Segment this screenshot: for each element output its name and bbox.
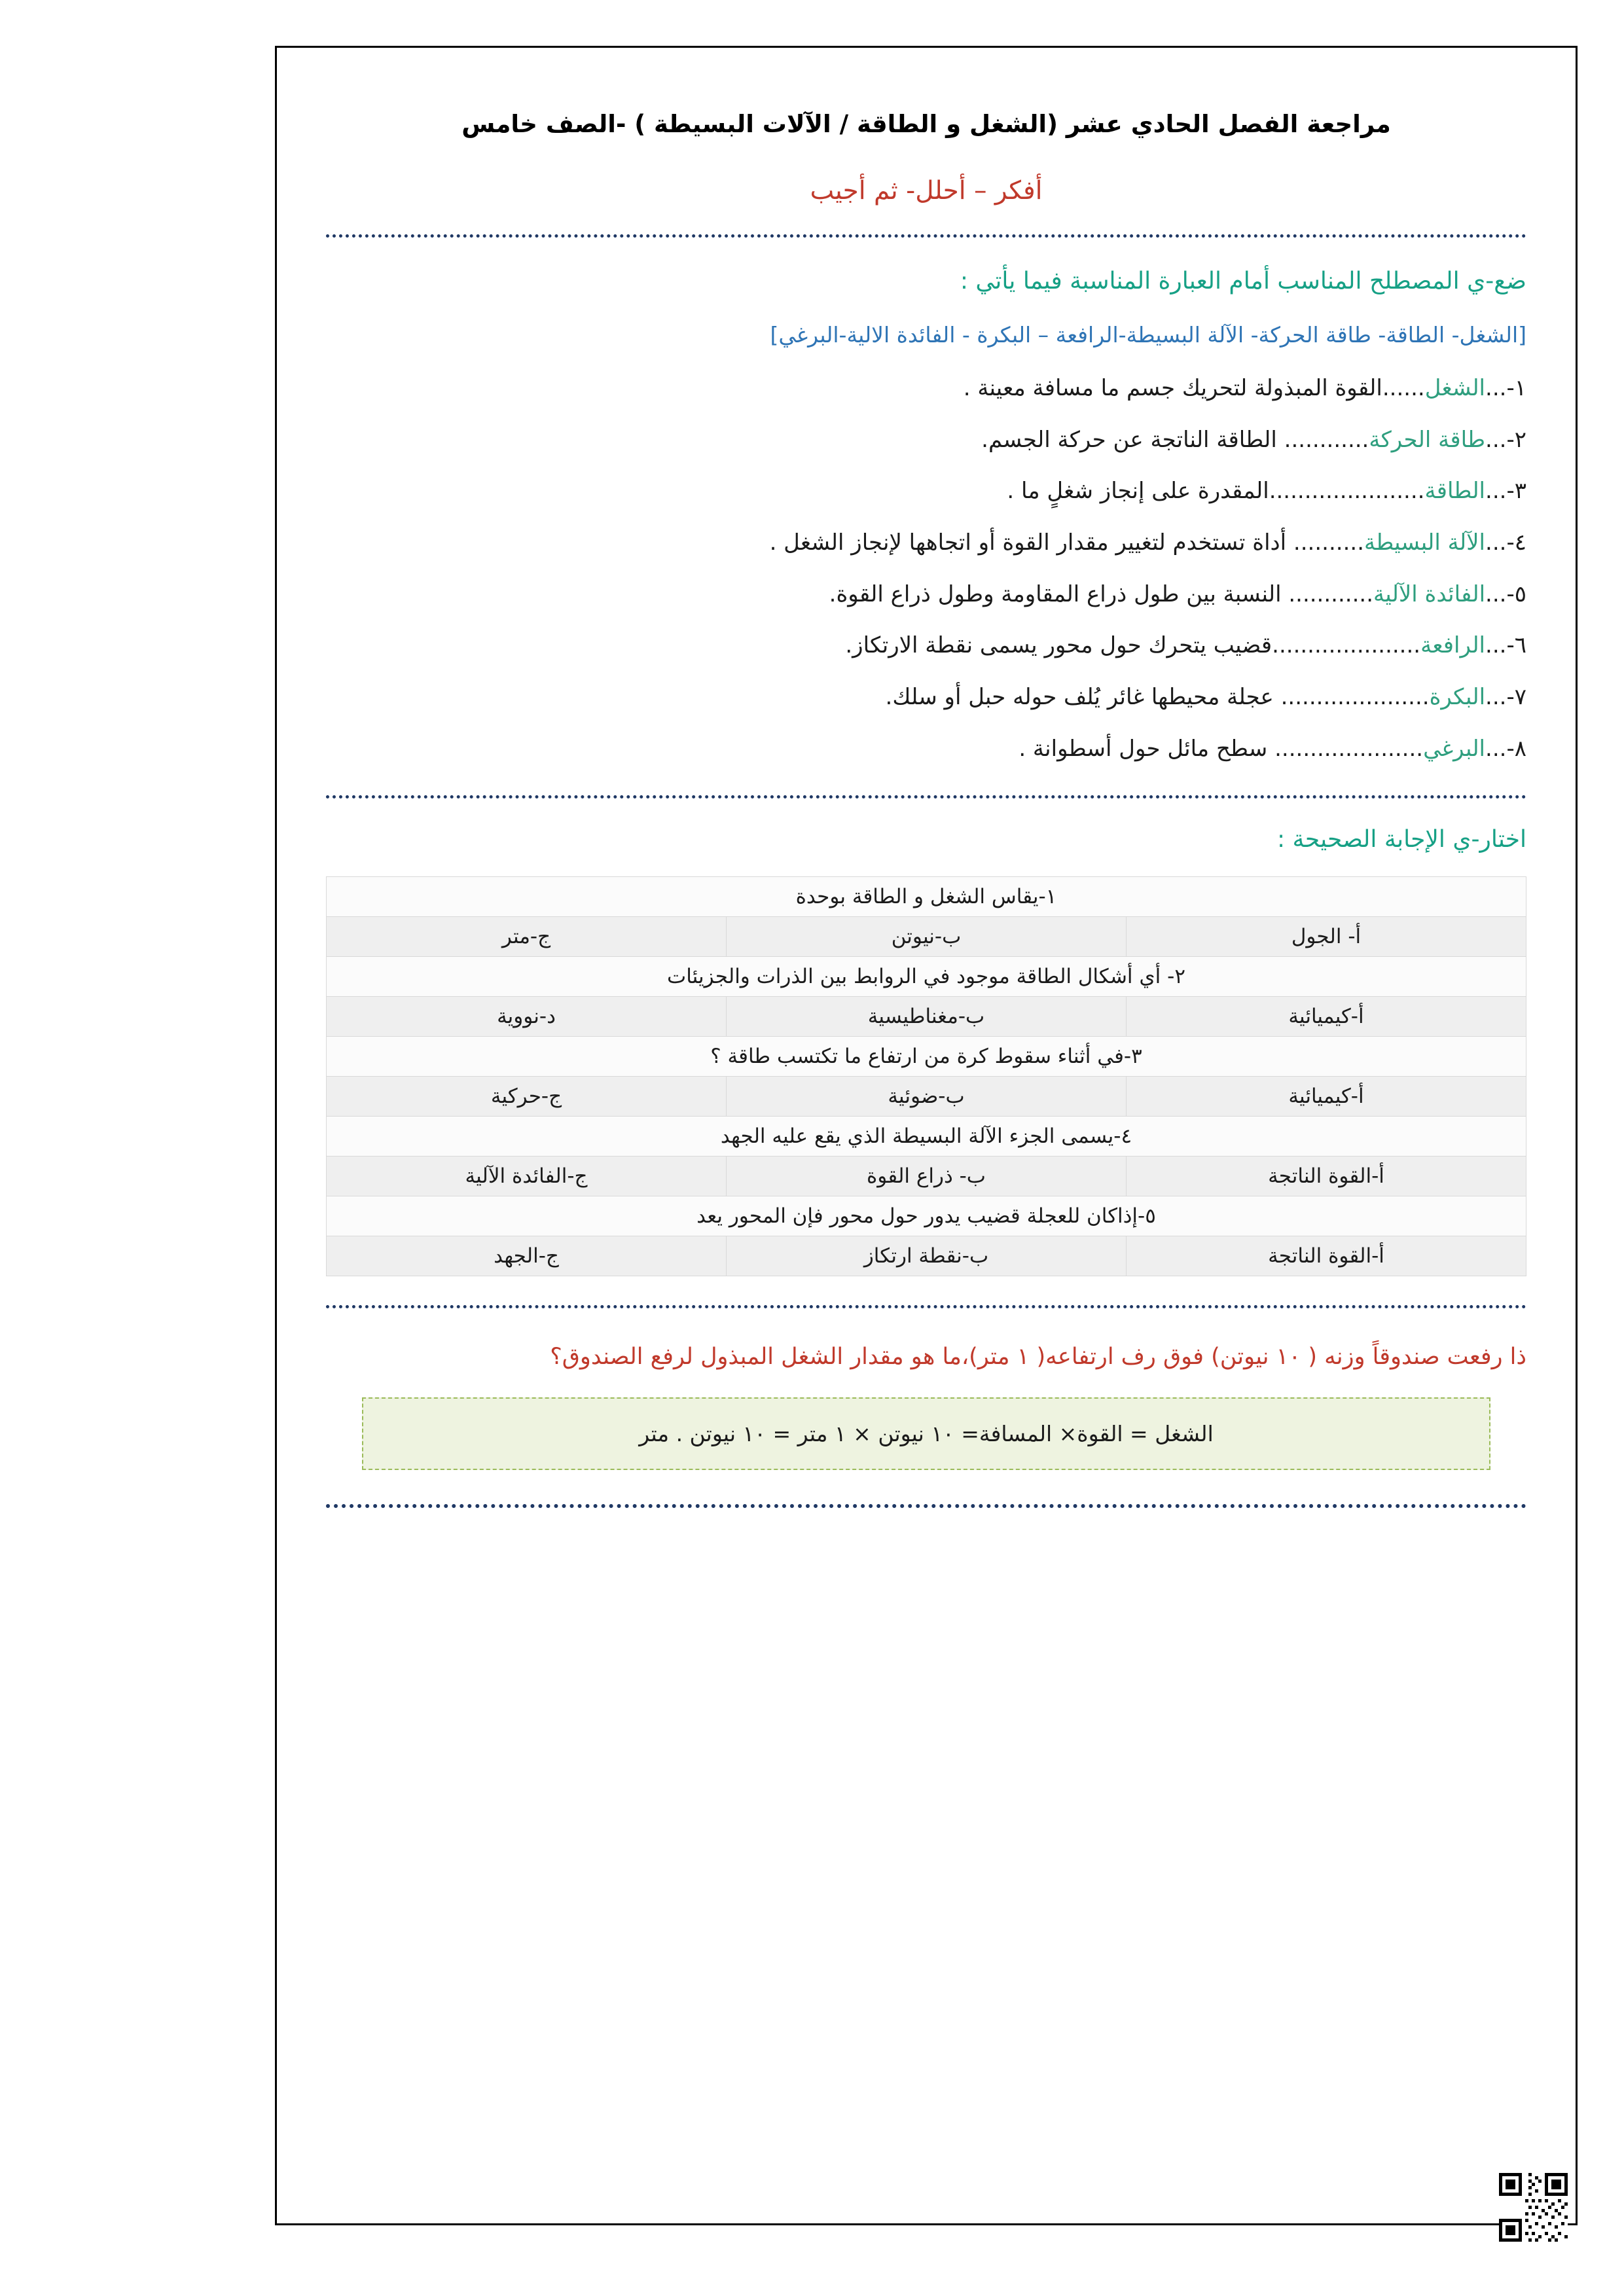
item-answer: الفائدة الآلية (1373, 581, 1486, 607)
item-number: ١- (1506, 375, 1526, 401)
list-item (326, 628, 1526, 663)
item-dots-lead: ... (1485, 426, 1507, 453)
option-cell[interactable]: ج-الفائدة الآلية (327, 1156, 727, 1196)
item-number: ٦- (1506, 632, 1526, 659)
table-row (327, 1196, 1526, 1236)
table-row (327, 956, 1526, 996)
item-answer: البرغي (1423, 735, 1486, 762)
table-row (327, 996, 1526, 1036)
item-answer: الطاقة (1424, 478, 1486, 505)
worksheet-sheet (275, 46, 1578, 2225)
item-number: ٨- (1506, 735, 1526, 762)
page-subtitle: أفكر – أحلل- ثم أجيب (810, 176, 1043, 206)
item-text: سطح مائل حول أسطوانة . (1019, 735, 1275, 762)
multiple-choice-table (326, 876, 1526, 1276)
item-dots-lead: ... (1485, 478, 1507, 505)
list-item (326, 577, 1526, 612)
item-text: أداة تستخدم لتغيير مقدار القوة أو اتجاهها لإنجاز الشغل . (769, 529, 1293, 556)
item-number: ٣- (1506, 478, 1526, 505)
item-dots-lead: ... (1485, 735, 1507, 762)
item-dots: ..................... (1272, 632, 1421, 659)
answer-box: الشغل = القوة× المسافة= ١٠ نيوتن × ١ متر = ١٠ نيوتن . متر (362, 1397, 1490, 1470)
item-dots-lead: ... (1485, 581, 1507, 607)
section2-heading: اختار-ي الإجابة الصحيحة : (1276, 825, 1526, 853)
question-stem: ٣-في أثناء سقوط كرة من ارتفاع ما تكتسب طاقة ؟ (327, 1036, 1526, 1076)
item-dots: ..................... (1274, 735, 1424, 762)
item-text: القوة المبذولة لتحريك جسم ما مسافة معينة . (963, 375, 1382, 401)
page-title: مراجعة الفصل الحادي عشر (الشغل و الطاقة / الآلات البسيطة ) -الصف خامس (461, 110, 1391, 138)
item-number: ٧- (1506, 684, 1526, 711)
divider-middle (326, 795, 1526, 798)
list-item (326, 423, 1526, 457)
list-item (326, 371, 1526, 406)
option-cell[interactable]: أ-كيميائية (1127, 996, 1526, 1036)
table-row (327, 876, 1526, 916)
item-answer: طاقة الحركة (1369, 426, 1486, 453)
option-cell[interactable]: أ-القوة الناتجة (1127, 1236, 1526, 1276)
question-stem: ٥-إذاكان للعجلة قضيب يدور حول محور فإن المحور يعد (327, 1196, 1526, 1236)
list-item (326, 732, 1526, 766)
item-text: المقدرة على إنجاز شغلٍ ما . (1007, 478, 1269, 505)
item-dots: ...... (1382, 375, 1425, 401)
item-dots: ............ (1288, 581, 1374, 607)
item-dots: ............ (1284, 426, 1369, 453)
worksheet-content (277, 48, 1576, 1508)
item-number: ٥- (1506, 581, 1526, 607)
item-dots: .......... (1293, 529, 1364, 556)
option-cell[interactable]: ج-متر (327, 916, 727, 956)
table-row (327, 1116, 1526, 1156)
list-item (326, 474, 1526, 509)
item-dots: ..................... (1280, 684, 1430, 711)
option-cell[interactable]: ب-نيوتن (727, 916, 1127, 956)
item-answer: الآلة البسيطة (1364, 529, 1486, 556)
question-stem: ٢- أي أشكال الطاقة موجود في الروابط بين الذرات والجزيئات (327, 956, 1526, 996)
word-problem: ذا رفعت صندوقاً وزنه ( ١٠ نيوتن) فوق رف ارتفاعه( ١ متر)،ما هو مقدار الشغل المبذول لرفع الصندوق؟ (550, 1343, 1526, 1370)
table-row (327, 1036, 1526, 1076)
question-stem: ٤-يسمى الجزء الآلة البسيطة الذي يقع عليه الجهد (327, 1116, 1526, 1156)
divider-top (326, 234, 1526, 238)
item-answer: الشغل (1424, 375, 1486, 401)
item-answer: البكرة (1429, 684, 1486, 711)
table-row (327, 1156, 1526, 1196)
option-cell[interactable]: ب-نقطة ارتكاز (727, 1236, 1127, 1276)
fill-in-blank-list (326, 371, 1526, 766)
word-bank: [الشغل- الطاقة- طاقة الحركة- الآلة البسيطة-الرافعة – البكرة - الفائدة الالية-البرغي] (770, 322, 1526, 348)
list-item (326, 526, 1526, 560)
item-dots-lead: ... (1485, 684, 1507, 711)
table-row (327, 1076, 1526, 1116)
option-cell[interactable]: ب-ضوئية (727, 1076, 1127, 1116)
item-text: قضيب يتحرك حول محور يسمى نقطة الارتكاز. (845, 632, 1272, 659)
item-text: النسبة بين طول ذراع المقاومة وطول ذراع القوة. (829, 581, 1289, 607)
option-cell[interactable]: ج-حركية (327, 1076, 727, 1116)
list-item (326, 680, 1526, 715)
section1-heading: ضع-ي المصطلح المناسب أمام العبارة المناسبة فيما يأتي : (960, 268, 1526, 295)
table-row (327, 916, 1526, 956)
item-text: الطاقة الناتجة عن حركة الجسم. (981, 426, 1284, 453)
item-dots-lead: ... (1485, 529, 1507, 556)
divider-bottom (326, 1504, 1526, 1508)
option-cell[interactable]: ج-الجهد (327, 1236, 727, 1276)
divider-lower (326, 1305, 1526, 1308)
option-cell[interactable]: ب- ذراع القوة (727, 1156, 1127, 1196)
item-dots-lead: ... (1485, 375, 1507, 401)
item-answer: الرافعة (1420, 632, 1486, 659)
option-cell[interactable]: أ-القوة الناتجة (1127, 1156, 1526, 1196)
item-text: عجلة محيطها غائر يُلف حوله حبل أو سلك. (885, 684, 1281, 711)
item-dots-lead: ... (1485, 632, 1507, 659)
option-cell[interactable]: د-نووية (327, 996, 727, 1036)
option-cell[interactable]: أ-كيميائية (1127, 1076, 1526, 1116)
item-dots: ...................... (1269, 478, 1425, 505)
question-stem: ١-يقاس الشغل و الطاقة بوحدة (327, 876, 1526, 916)
table-row (327, 1236, 1526, 1276)
item-number: ٢- (1506, 426, 1526, 453)
option-cell[interactable]: أ- الجول (1127, 916, 1526, 956)
option-cell[interactable]: ب-مغناطيسية (727, 996, 1127, 1036)
item-number: ٤- (1506, 529, 1526, 556)
qr-code-icon (1499, 2173, 1568, 2242)
